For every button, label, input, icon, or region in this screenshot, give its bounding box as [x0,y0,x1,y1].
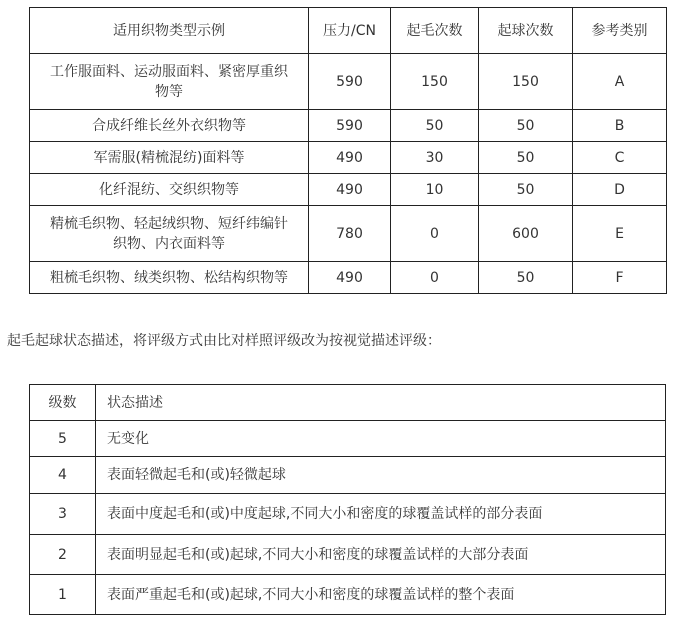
table-row [30,457,666,494]
fabric-type-cell: 合成纤维长丝外衣织物等 [30,110,309,142]
level-cell: 3 [30,494,96,535]
header-pile-count: 起毛次数 [391,8,479,54]
pile-count-cell: 30 [391,142,479,174]
level-cell: 5 [30,421,96,457]
header-pilling-count: 起球次数 [479,8,573,54]
category-cell: B [573,110,667,142]
fabric-type-cell: 精梳毛织物、轻起绒织物、短纤纬编针织物、内衣面料等 [30,206,309,262]
category-cell: C [573,142,667,174]
pilling-count-cell: 50 [479,262,573,294]
pile-count-cell: 50 [391,110,479,142]
level-cell: 1 [30,575,96,615]
pressure-cell: 590 [309,54,391,110]
table-row [30,421,666,457]
table-row [30,262,667,294]
intro-paragraph: 起毛起球状态描述，将评级方式由比对样照评级改为按视觉描述评级： [7,333,441,349]
table-header-row [30,8,667,54]
pressure-cell: 780 [309,206,391,262]
pilling-count-cell: 600 [479,206,573,262]
table-row [30,494,666,535]
table-row [30,174,667,206]
pilling-count-cell: 50 [479,110,573,142]
pilling-count-cell: 150 [479,54,573,110]
header-fabric-type: 适用织物类型示例 [30,8,309,54]
level-cell: 2 [30,535,96,575]
description-cell: 表面中度起毛和(或)中度起球,不同大小和密度的球覆盖试样的部分表面 [96,494,666,535]
pressure-cell: 490 [309,174,391,206]
pile-count-cell: 150 [391,54,479,110]
pilling-count-cell: 50 [479,174,573,206]
table-header-row [30,385,666,421]
table-row [30,535,666,575]
table-row [30,142,667,174]
pile-count-cell: 0 [391,262,479,294]
pilling-count-cell: 50 [479,142,573,174]
table-row [30,54,667,110]
header-pressure: 压力/CN [309,8,391,54]
pile-count-cell: 0 [391,206,479,262]
description-cell: 表面轻微起毛和(或)轻微起球 [96,457,666,494]
header-category: 参考类别 [573,8,667,54]
grade-description-table [29,384,666,615]
category-cell: A [573,54,667,110]
description-cell: 无变化 [96,421,666,457]
category-cell: D [573,174,667,206]
description-cell: 表面明显起毛和(或)起球,不同大小和密度的球覆盖试样的大部分表面 [96,535,666,575]
description-cell: 表面严重起毛和(或)起球,不同大小和密度的球覆盖试样的整个表面 [96,575,666,615]
table-row [30,206,667,262]
pressure-cell: 490 [309,262,391,294]
test-parameters-table [29,7,667,294]
pressure-cell: 490 [309,142,391,174]
table-row [30,110,667,142]
header-level: 级数 [30,385,96,421]
category-cell: E [573,206,667,262]
fabric-type-cell: 粗梳毛织物、绒类织物、松结构织物等 [30,262,309,294]
fabric-type-cell: 工作服面料、运动服面料、紧密厚重织物等 [30,54,309,110]
header-description: 状态描述 [96,385,666,421]
fabric-type-cell: 化纤混纺、交织织物等 [30,174,309,206]
pressure-cell: 590 [309,110,391,142]
category-cell: F [573,262,667,294]
fabric-type-cell: 军需服(精梳混纺)面料等 [30,142,309,174]
table-row [30,575,666,615]
pile-count-cell: 10 [391,174,479,206]
level-cell: 4 [30,457,96,494]
